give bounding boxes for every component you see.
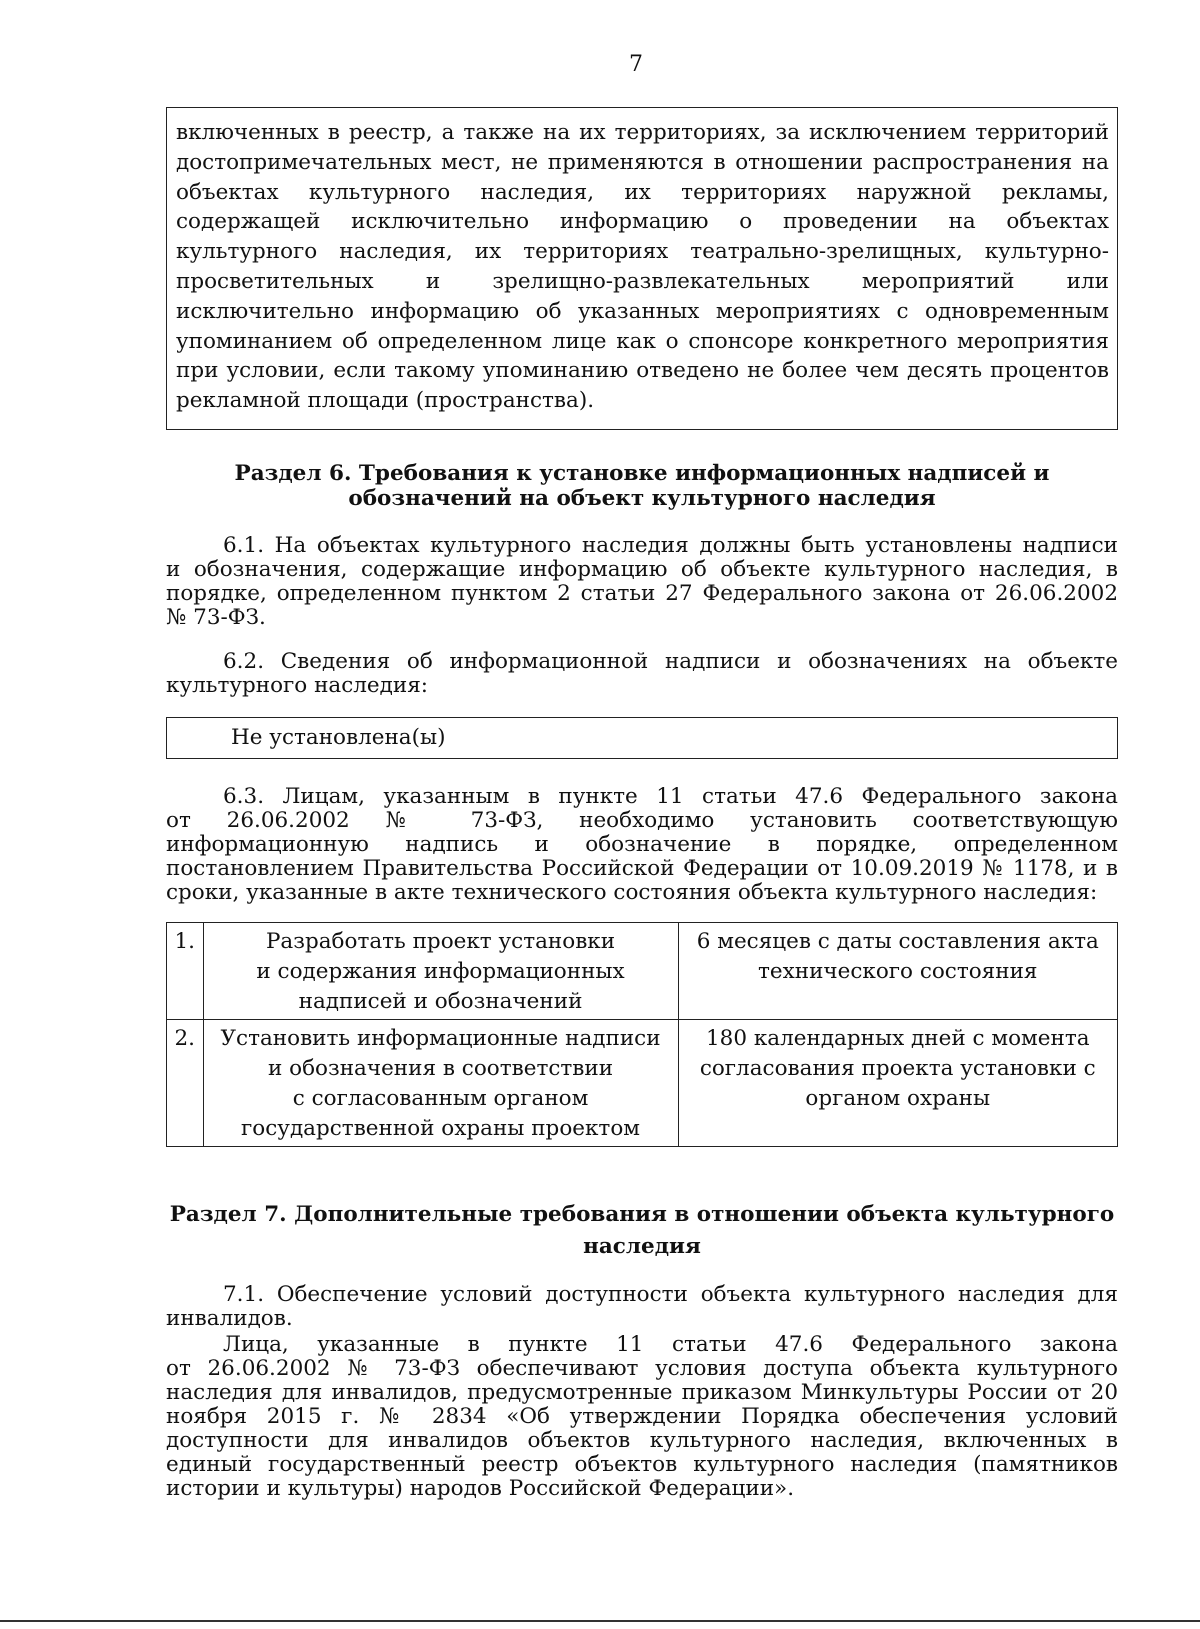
paragraph-line: сроки, указанные в акте технического состояния объекта культурного наследия: xyxy=(166,880,1098,905)
paragraph-line: истории и культуры) народов Российской Федерации». xyxy=(166,1476,795,1501)
section-6-heading-line: Раздел 6. Требования к установке информационных надписей и xyxy=(234,461,1050,486)
paragraph-6-2 xyxy=(166,650,1118,698)
intro-line: исключительно информацию об указанных мероприятиях с одновременным xyxy=(176,298,1109,324)
task-action-line: и содержания информационных xyxy=(256,959,625,984)
task-action-line: с согласованным органом xyxy=(292,1086,589,1111)
paragraph-line: 6.1. На объектах культурного наследия должны быть установлены надписи xyxy=(223,533,1118,558)
task-term-line: 6 месяцев с даты составления акта xyxy=(696,929,1099,954)
paragraph-line: наследия для инвалидов, предусмотренные приказом Минкультуры России от 20 xyxy=(166,1380,1118,1405)
intro-line: объектах культурного наследия, их территориях наружной рекламы, xyxy=(176,179,1109,205)
section-6-heading xyxy=(166,461,1118,511)
paragraph-line: 7.1. Обеспечение условий доступности объекта культурного наследия для xyxy=(223,1282,1118,1307)
paragraph-line: 6.2. Сведения об информационной надписи и обозначениях на объекте xyxy=(223,649,1118,674)
paragraph-line: и обозначения, содержащие информацию об объекте культурного наследия, в xyxy=(166,557,1118,582)
task-number: 1. xyxy=(167,923,204,1020)
paragraph-line: 6.3. Лицам, указанным в пункте 11 статьи 47.6 Федерального закона xyxy=(223,784,1118,809)
inscription-status-box xyxy=(166,717,1118,759)
task-number: 2. xyxy=(167,1020,204,1147)
paragraph-line: порядке, определенном пунктом 2 статьи 27 Федерального закона от 26.06.2002 xyxy=(166,581,1118,606)
section-7-heading-line: Раздел 7. Дополнительные требования в отношении объекта культурного xyxy=(169,1202,1115,1227)
paragraph-line: культурного наследия: xyxy=(166,673,429,698)
page-number: 7 xyxy=(629,52,643,77)
intro-line: содержащей исключительно информацию о проведении на объектах xyxy=(176,209,1109,235)
paragraph-line: инвалидов. xyxy=(166,1306,293,1331)
intro-box xyxy=(166,107,1118,430)
table-row xyxy=(167,1020,1118,1147)
task-action-line: надписей и обозначений xyxy=(298,989,583,1014)
task-action-line: Установить информационные надписи xyxy=(220,1026,661,1051)
task-action-line: Разработать проект установки xyxy=(265,929,616,954)
task-term-line: согласования проекта установки с xyxy=(699,1056,1096,1081)
paragraph-line: от 26.06.2002 № 73-ФЗ обеспечивают условия доступа объекта культурного xyxy=(166,1356,1118,1381)
paragraph-line: единый государственный реестр объектов культурного наследия (памятников xyxy=(166,1452,1118,1477)
intro-line: просветительных и зрелищно-развлекательных мероприятий или xyxy=(176,268,1109,294)
paragraph-line: Лица, указанные в пункте 11 статьи 47.6 Федерального закона xyxy=(223,1332,1118,1357)
bottom-divider xyxy=(0,1620,1200,1622)
table-row xyxy=(167,923,1118,1020)
task-term-line: технического состояния xyxy=(758,959,1038,984)
task-term-line: органом охраны xyxy=(805,1086,991,1111)
paragraph-7-2 xyxy=(166,1333,1118,1501)
inscription-status: Не установлена(ы) xyxy=(231,725,446,750)
task-action-line: государственной охраны проектом xyxy=(241,1116,640,1141)
intro-line: включенных в реестр, а также на их территориях, за исключением территорий xyxy=(176,120,1109,145)
intro-line: рекламной площади (пространства). xyxy=(176,388,595,414)
task-action xyxy=(203,1020,678,1147)
paragraph-7-1 xyxy=(166,1283,1118,1331)
paragraph-6-1 xyxy=(166,534,1118,630)
intro-line: упоминанием об определенном лице как о спонсоре конкретного мероприятия xyxy=(176,328,1109,354)
task-term xyxy=(678,923,1117,1020)
paragraph-line: постановлением Правительства Российской Федерации от 10.09.2019 № 1178, и в xyxy=(166,856,1118,881)
section-6-heading-line: обозначений на объект культурного наследия xyxy=(348,486,936,511)
paragraph-6-3 xyxy=(166,785,1118,905)
task-term xyxy=(678,1020,1117,1147)
intro-line: достопримечательных мест, не применяются в отношении распространения на xyxy=(176,149,1109,175)
paragraph-line: № 73-ФЗ. xyxy=(166,605,266,630)
task-term-line: 180 календарных дней с момента xyxy=(705,1026,1090,1051)
paragraph-line: ноября 2015 г. № 2834 «Об утверждении Порядка обеспечения условий xyxy=(166,1404,1118,1429)
section-7-heading xyxy=(166,1199,1118,1263)
section-7-heading-line: наследия xyxy=(583,1234,701,1259)
task-action-line: и обозначения в соответствии xyxy=(267,1056,614,1081)
intro-line: при условии, если такому упоминанию отведено не более чем десять процентов xyxy=(176,358,1109,384)
paragraph-line: информационную надпись и обозначение в порядке, определенном xyxy=(166,832,1118,857)
paragraph-line: доступности для инвалидов объектов культурного наследия, включенных в xyxy=(166,1428,1118,1453)
task-action xyxy=(203,923,678,1020)
paragraph-line: от 26.06.2002 № 73-ФЗ, необходимо установить соответствующую xyxy=(166,808,1118,833)
tasks-table xyxy=(166,922,1118,1147)
intro-line: культурного наследия, их территориях театрально-зрелищных, культурно- xyxy=(176,239,1109,265)
